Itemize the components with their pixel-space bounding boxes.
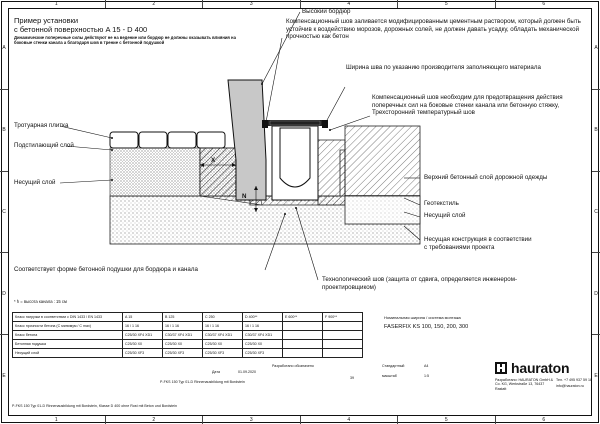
table-cell: C25/30 X0	[123, 340, 163, 349]
table-cell: C25/30 XF4 XD1	[123, 331, 163, 340]
zone-marker: D	[0, 253, 8, 335]
zone-marker: A	[592, 8, 600, 90]
table-cell: Бетонная подушка	[13, 340, 123, 349]
footnote: * h = высота канала : 15 см	[14, 299, 67, 304]
table-cell: 16 / 1 16	[163, 322, 203, 331]
hauraton-logo-icon	[495, 362, 507, 374]
table-cell: C25/30 X0	[163, 340, 203, 349]
drawing-label: Разработано обозначено	[272, 364, 314, 368]
table-row	[13, 349, 363, 358]
table-cell	[323, 331, 363, 340]
zone-marker: 1	[8, 0, 106, 8]
table-row	[13, 313, 363, 322]
table-cell: C30/37 XF4 XD1	[203, 331, 243, 340]
label-bearing-structure: Несущая конструкция в соответствии с требованиями проекта	[424, 236, 532, 251]
table-cell: B 125	[163, 313, 203, 322]
title-line-1: Пример установки	[14, 16, 79, 25]
table-cell	[323, 340, 363, 349]
table-cell: C30/37 XF4 XD1	[243, 331, 283, 340]
format-value: A4	[424, 364, 429, 368]
table-cell: C25/30 XF3	[243, 349, 283, 358]
zone-marker: B	[0, 90, 8, 172]
table-cell: C25/30 XF3	[163, 349, 203, 358]
date-label: Дата	[212, 370, 220, 374]
table-cell: C25/30 XF3	[203, 349, 243, 358]
table-row	[13, 340, 363, 349]
scale-value: 1:5	[424, 374, 429, 378]
table-cell: C30/37 XF4 XD1	[163, 331, 203, 340]
zone-marker: 4	[301, 0, 399, 8]
table-cell: F 900**	[323, 313, 363, 322]
zone-marker: B	[592, 90, 600, 172]
zone-marker: 2	[106, 0, 204, 8]
brand-email: info@hauraton.ru	[556, 384, 584, 388]
doc-number: P-FKS 150 Typ 01-D Rinnenausbildung mit Bordstein	[160, 380, 245, 384]
dimension-x-label: X	[211, 157, 216, 164]
table-cell: E 600**	[283, 313, 323, 322]
table-cell: C25/30 X0	[203, 340, 243, 349]
table-cell	[323, 349, 363, 358]
zone-marker: D	[592, 253, 600, 335]
table-cell	[283, 322, 323, 331]
zone-marker: 1	[8, 416, 106, 424]
date-value: 01.09.2020	[238, 370, 256, 374]
label-high-curb: Высокий бордюр	[302, 8, 351, 15]
title-line-2: с бетонной поверхностью A 15 - D 400	[14, 25, 148, 34]
joint-sealant-right	[322, 120, 328, 128]
label-conforms: Соответствует форме бетонной подушки для бордюра и канала	[14, 266, 198, 273]
label-bearing-layer-2: Несущий слой	[424, 212, 466, 219]
table-cell: Класс бетона	[13, 331, 123, 340]
channel-haunch-shape	[318, 140, 345, 205]
spec-right-product: FASERFIX KS 100, 150, 200, 300	[384, 324, 469, 330]
table-cell	[323, 322, 363, 331]
table-cell	[283, 340, 323, 349]
table-cell: C25/30 X0	[243, 340, 283, 349]
label-top-concrete: Верхний бетонный слой дорожной одежды	[424, 174, 548, 181]
zone-marker: C	[0, 172, 8, 254]
zone-marker: 4	[301, 416, 399, 424]
table-row	[13, 331, 363, 340]
brand-logo-text: hauraton	[511, 360, 570, 376]
table-cell: Несущий слой	[13, 349, 123, 358]
zone-marker: 6	[542, 417, 546, 423]
table-cell: D 400**	[243, 313, 283, 322]
drawing-value: 39	[350, 376, 354, 380]
label-compensation-joint-2: Компенсационный шов необходим для предотвращения действия поперечных сил на боковые стенки канала или бетонную стяжку, Трехсторонний температурный шов	[372, 94, 563, 117]
zone-marker: 5	[398, 416, 496, 424]
label-paving: Тротуарная плитка	[14, 122, 69, 129]
table-cell: A 15	[123, 313, 163, 322]
channel-trough-shape	[280, 128, 310, 187]
zone-marker: A	[0, 8, 8, 90]
label-geotextile: Геотекстиль	[424, 200, 459, 207]
zone-marker: E	[2, 372, 6, 379]
scale-label: масштаб	[382, 374, 397, 378]
zone-marker: 3	[203, 0, 301, 8]
table-row	[13, 322, 363, 331]
label-bearing-layer: Несущий слой	[14, 179, 56, 186]
table-cell: C 250	[203, 313, 243, 322]
top-concrete-layer-shape	[345, 126, 420, 196]
brand-address: Разработано: HAURATON GmbH & Co. KG, Werkstraße 13, 76437 Rastatt	[495, 378, 554, 391]
spec-right-block	[380, 312, 508, 360]
spec-table	[12, 312, 363, 358]
label-compensation-joint: Компенсационный шов заливается модифицированным цементным раствором, который должен быть устойчив к воздействию морозов, дорожных солей, не должен давать усадку, обладать механической прочностью как бетон	[286, 18, 581, 41]
paving-stones	[110, 132, 225, 148]
zone-marker: 5	[398, 0, 496, 8]
label-joint-width: Ширина шва по указанию производителя заполняющего материала	[346, 64, 541, 71]
title-note: Динамические поперечные силы действуют не на ведение или бордюр не должны оказывать влияния на боковые стенки канала а благодаря шов в трение с бетонной подушкой	[14, 35, 236, 46]
format-label: Стандартный	[382, 364, 405, 368]
table-cell	[283, 331, 323, 340]
spec-right-header: Номинальная ширина / система монтажа	[384, 315, 461, 320]
table-cell: 16 / 1 16	[243, 322, 283, 331]
bottom-strip: P-FKS 150 Typ 01-D Rinnenausbildung mit Bordstein, Klasse D 400 ohne Rost mit Beton und Bordstein	[12, 404, 177, 408]
table-cell: 16 / 1 16	[123, 322, 163, 331]
label-tech-joint: Технологический шов (защита от сдвига, определяется инженером-проектировщиком)	[322, 276, 518, 291]
joint-sealant-left	[262, 120, 268, 128]
zone-marker: C	[592, 172, 600, 254]
zone-marker: E	[594, 372, 598, 379]
dimension-n-label: N	[242, 193, 247, 200]
table-cell: Класс прочности бетона (С минимум / С max)	[13, 322, 123, 331]
table-cell: Класс нагрузки в соответствии с DIN 1433 / EN 1433	[13, 313, 123, 322]
zone-marker: 2	[106, 416, 204, 424]
zone-marker: 6	[542, 1, 546, 7]
zone-marker: 3	[203, 416, 301, 424]
table-cell: C25/30 XF3	[123, 349, 163, 358]
table-cell: 16 / 1 16	[203, 322, 243, 331]
brand-phone: Тел. +7 495 937 59 18	[556, 378, 593, 382]
label-sub-layer: Подстилающий слой	[14, 142, 74, 149]
table-cell	[283, 349, 323, 358]
